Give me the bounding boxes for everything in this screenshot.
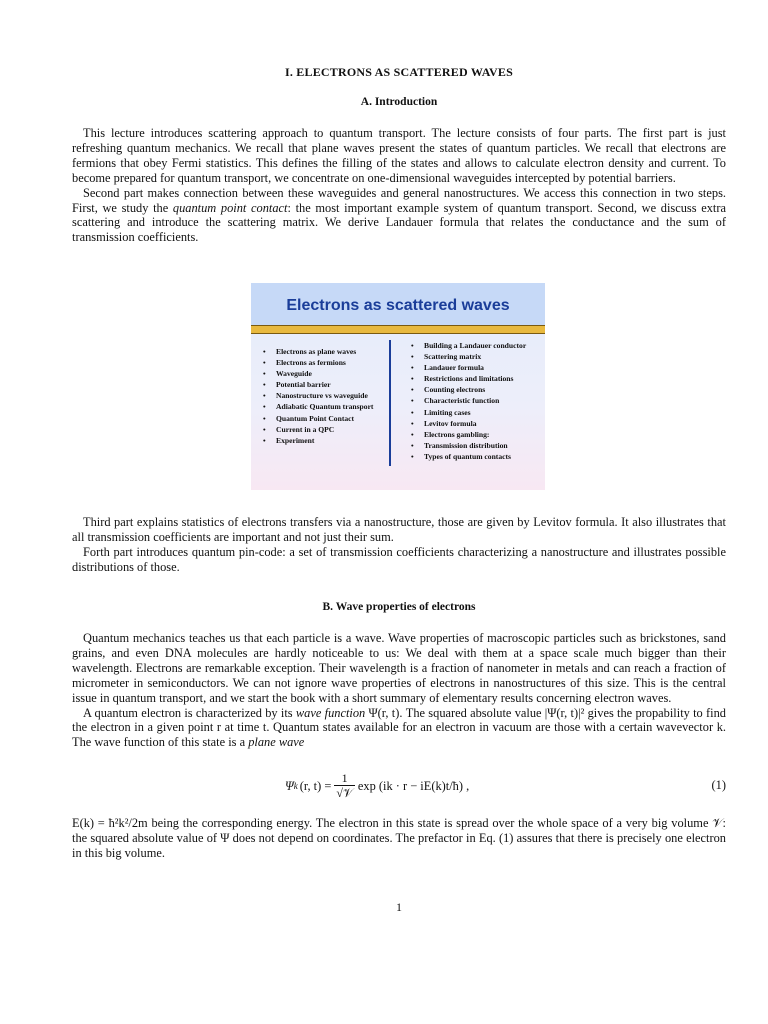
subsection-wave-properties-title: B. Wave properties of electrons [322, 601, 476, 613]
section-title: I. ELECTRONS AS SCATTERED WAVES [285, 65, 513, 79]
wave-paragraph-1: Quantum mechanics teaches us that each particle is a wave. Wave properties of macroscopic particles such as brickstones, sand grains, and even DNA molecules are hardly noticeable to us: We deal with them at a space scale much bigger than their wavelength. Electrons are remarkable exception. Their wavelength is a fraction of nanometer in metals and can reach a fraction of micrometer in semiconductors. We can not ignore wave properties of electrons in nanostructures of this size. This is the central issue in quantum transport, and we start the book with a short summary of elementary results concerning electron waves. [72, 631, 726, 705]
page-number: 1 [396, 900, 402, 914]
slide-right-list [411, 340, 526, 462]
slide-right-item: • Building a Landauer conductor [411, 340, 526, 351]
equation-psi: Ψ [285, 778, 294, 793]
intro-text [72, 126, 726, 245]
slide-right-item: • Characteristic function [411, 395, 526, 406]
slide-left-item: • Quantum Point Contact [263, 413, 373, 424]
wave-text [72, 631, 726, 750]
slide-left-item: • Potential barrier [263, 379, 373, 390]
wave-function-emphasis: wave function [295, 705, 366, 720]
slide-right-item: • Landauer formula [411, 362, 526, 373]
slide-left-item: • Waveguide [263, 368, 373, 379]
fraction-denominator: √𝒱 [336, 785, 353, 800]
quantum-point-contact-emphasis: quantum point contact [172, 200, 288, 215]
slide-figure [251, 283, 545, 490]
slide-left-item: • Experiment [263, 435, 373, 446]
slide-left-list [263, 346, 373, 446]
intro-paragraph-2: Second part makes connection between these waveguides and general nanostructures. We access this connection in two steps. First, we study the quantum point contact: the most important example system of quantum transport. Second, we discuss extra scattering and introduce the scattering matrix. We derive Landauer formula that relates the conductance and the sum of transmission coefficients. [72, 185, 726, 245]
slide-right-item: • Limiting cases [411, 407, 526, 418]
intro-paragraph-3: Third part explains statistics of electrons transfers via a nanostructure, those are given by Levitov formula. It also illustrates that all transmission coefficients are important and not just their sum. [72, 515, 726, 544]
plane-wave-emphasis: plane wave [248, 735, 305, 750]
intro-paragraph-1: This lecture introduces scattering approach to quantum transport. The lecture consists of four parts. The first part is just refreshing quantum mechanics. We recall that plane waves present the states of quantum particles. We recall that electrons are fermions that obey Fermi statistics. This defines the filling of the states and allows to calculate electron density and current. To become prepared for quantum transport, we concentrate on one-dimensional waveguides intercepted by potential barriers. [72, 126, 726, 185]
equation-number: (1) [711, 778, 726, 792]
equation-body [285, 766, 469, 806]
slide-left-item: • Nanostructure vs waveguide [263, 390, 373, 401]
equation-rhs: exp (ik · r − iE(k)t/ħ) , [357, 778, 470, 793]
slide-right-item: • Counting electrons [411, 384, 526, 395]
equation-lhs-args: (r, t) = [299, 778, 332, 793]
slide-right-item: • Levitov formula [411, 418, 526, 429]
wave-text-continued [72, 816, 726, 861]
intro-text-continued [72, 515, 726, 575]
equation-subscript: k [293, 781, 298, 791]
slide-right-item: • Transmission distribution [411, 440, 526, 451]
slide-left-item: • Adiabatic Quantum transport [263, 401, 373, 412]
slide-right-item: • Restrictions and limitations [411, 373, 526, 384]
slide-right-item: • Scattering matrix [411, 351, 526, 362]
fraction-numerator: 1 [341, 770, 348, 785]
equation-fraction [334, 772, 355, 801]
slide-divider [389, 340, 391, 466]
equation-1 [72, 766, 726, 806]
slide-right-item: • Types of quantum contacts [411, 451, 526, 462]
slide-right-item: • Electrons gambling: [411, 429, 526, 440]
subsection-introduction-title: A. Introduction [360, 96, 438, 108]
wave-paragraph-2: A quantum electron is characterized by its wave function Ψ(r, t). The squared absolute value |Ψ(r, t)|² gives the propability to find the electron in a given point r at time t. Quantum states available for an electron in vacuum are those with a certain wavevector k. The wave function of this state is a plane wave [72, 705, 726, 750]
slide-title: Electrons as scattered waves [286, 297, 510, 314]
slide-accent-bar [251, 325, 545, 334]
slide-left-item: • Electrons as fermions [263, 357, 373, 368]
slide-left-item: • Electrons as plane waves [263, 346, 373, 357]
slide-left-item: • Current in a QPC [263, 424, 373, 435]
wave-paragraph-3: E(k) = ħ²k²/2m being the corresponding energy. The electron in this state is spread over the whole space of a very big volume 𝒱: the squared absolute value of Ψ does not depend on coordinates. The prefactor in Eq. (1) assures that there is precisely one electron in this big volume. [72, 816, 726, 860]
intro-paragraph-4: Forth part introduces quantum pin-code: a set of transmission coefficients characterizing a nanostructure and illustrates possible distributions of those. [72, 544, 726, 574]
